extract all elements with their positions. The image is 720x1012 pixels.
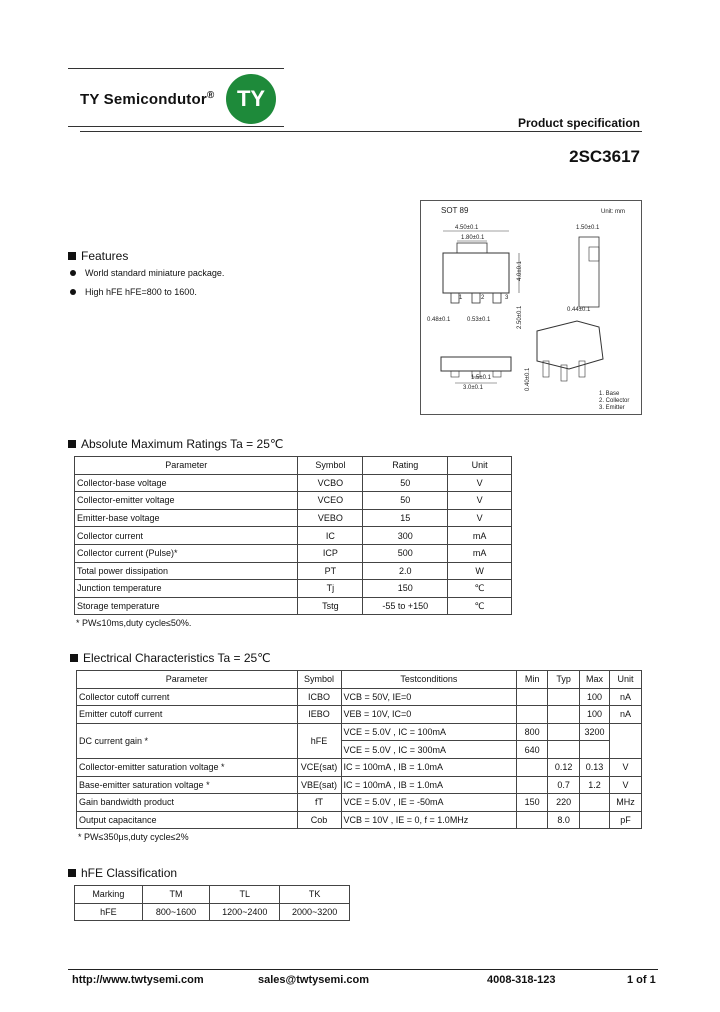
spec-rule — [80, 131, 642, 132]
typ-cell: 8.0 — [548, 811, 580, 829]
typ-cell: 0.12 — [548, 758, 580, 776]
unit-cell: nA — [610, 706, 642, 724]
col-header: Parameter — [77, 671, 298, 689]
condition-cell: VCB = 10V , IE = 0, f = 1.0MHz — [341, 811, 517, 829]
hfe-table — [74, 885, 350, 921]
row-label-cell: hFE — [75, 903, 143, 921]
dim-label: 4.50±0.1 — [455, 225, 479, 231]
range-cell: 800~1600 — [142, 903, 210, 921]
dim-label: 0.53±0.1 — [467, 317, 491, 323]
unit-cell: W — [448, 562, 512, 580]
footer-rule — [68, 969, 658, 970]
condition-cell: VCE = 5.0V , IC = 100mA — [341, 723, 517, 741]
unit-cell: ℃ — [448, 580, 512, 598]
param-cell: Collector-emitter saturation voltage * — [77, 758, 298, 776]
param-cell: Total power dissipation — [75, 562, 298, 580]
typ-cell: 0.7 — [548, 776, 580, 794]
package-name: SOT 89 — [441, 206, 469, 215]
min-cell — [517, 811, 548, 829]
param-cell: Junction temperature — [75, 580, 298, 598]
square-bullet-icon — [70, 654, 78, 662]
footer-phone: 4008-318-123 — [487, 974, 556, 986]
condition-cell: IC = 100mA , IB = 1.0mA — [341, 758, 517, 776]
dim-label: 4.0±0.1 — [517, 261, 523, 281]
features-heading — [68, 249, 128, 263]
symbol-cell: VEBO — [298, 509, 363, 527]
bullet-icon — [70, 270, 76, 276]
param-cell: Emitter-base voltage — [75, 509, 298, 527]
table-row — [77, 723, 642, 741]
table-row — [77, 811, 642, 829]
max-cell: 100 — [580, 706, 610, 724]
bullet-icon — [70, 289, 76, 295]
footer-website-link[interactable]: http://www.twtysemi.com — [72, 974, 204, 986]
square-bullet-icon — [68, 869, 76, 877]
pin-legend: 1. Base — [599, 391, 620, 397]
max-cell — [580, 794, 610, 812]
symbol-cell: IC — [298, 527, 363, 545]
unit-cell: V — [610, 776, 642, 794]
col-header: Min — [517, 671, 548, 689]
col-header: Unit — [610, 671, 642, 689]
header-top-rule — [68, 68, 284, 69]
table-header-row — [75, 457, 512, 475]
table-row — [75, 474, 512, 492]
table-row — [77, 706, 642, 724]
condition-cell: VCE = 5.0V , IC = 300mA — [341, 741, 517, 759]
rating-cell: 300 — [363, 527, 448, 545]
rating-cell: 150 — [363, 580, 448, 598]
param-cell: Output capacitance — [77, 811, 298, 829]
dim-label: 0.44±0.1 — [567, 307, 591, 313]
rating-cell: -55 to +150 — [363, 597, 448, 615]
table-row — [77, 688, 642, 706]
param-cell: Collector cutoff current — [77, 688, 298, 706]
table-row — [75, 562, 512, 580]
max-cell: 3200 — [580, 723, 610, 741]
condition-cell: VCE = 5.0V , IE = -50mA — [341, 794, 517, 812]
dim-label: 1.5±0.1 — [471, 375, 491, 381]
footer-email-link[interactable]: sales@twtysemi.com — [258, 974, 369, 986]
feature-item — [70, 287, 197, 297]
max-cell: 0.13 — [580, 758, 610, 776]
param-cell: Collector current (Pulse)* — [75, 544, 298, 562]
part-number: 2SC3617 — [569, 147, 640, 166]
symbol-cell: VCBO — [298, 474, 363, 492]
elec-heading — [70, 651, 271, 665]
company-name-text: TY Semicondutor — [80, 91, 207, 108]
header-bottom-rule — [68, 126, 284, 127]
rating-cell: 2.0 — [363, 562, 448, 580]
elec-note: * PW≤350μs,duty cycle≤2% — [78, 832, 189, 842]
unit-cell: nA — [610, 688, 642, 706]
dim-label: 1.80±0.1 — [461, 235, 485, 241]
typ-cell — [548, 706, 580, 724]
pin-label: 2 — [481, 295, 485, 301]
unit-cell: V — [610, 758, 642, 776]
square-bullet-icon — [68, 252, 76, 260]
elec-table — [76, 670, 642, 829]
col-header: Marking — [75, 886, 143, 904]
max-cell: 100 — [580, 688, 610, 706]
abs-max-table — [74, 456, 512, 615]
range-cell: 2000~3200 — [280, 903, 350, 921]
min-cell: 800 — [517, 723, 548, 741]
min-cell: 150 — [517, 794, 548, 812]
symbol-cell: VCEO — [298, 492, 363, 510]
typ-cell: 220 — [548, 794, 580, 812]
typ-cell — [548, 688, 580, 706]
pin-label: 3 — [505, 295, 509, 301]
condition-cell: IC = 100mA , IB = 1.0mA — [341, 776, 517, 794]
table-row — [75, 544, 512, 562]
company-name — [80, 90, 214, 108]
param-cell: Collector current — [75, 527, 298, 545]
typ-cell — [548, 723, 580, 741]
symbol-cell: VBE(sat) — [297, 776, 341, 794]
dim-label: 0.48±0.1 — [427, 317, 451, 323]
symbol-cell: Cob — [297, 811, 341, 829]
table-row — [77, 776, 642, 794]
min-cell: 640 — [517, 741, 548, 759]
min-cell — [517, 758, 548, 776]
symbol-cell: Tstg — [298, 597, 363, 615]
param-cell: Collector-emitter voltage — [75, 492, 298, 510]
col-header: Parameter — [75, 457, 298, 475]
feature-item — [70, 268, 224, 278]
table-header-row — [77, 671, 642, 689]
col-header: Symbol — [297, 671, 341, 689]
elec-title: Electrical Characteristics Ta = 25℃ — [83, 651, 271, 665]
table-row — [75, 903, 350, 921]
unit-cell — [610, 723, 642, 758]
typ-cell — [548, 741, 580, 759]
param-cell: Storage temperature — [75, 597, 298, 615]
package-unit: Unit: mm — [601, 209, 625, 215]
package-outline-svg — [421, 201, 641, 414]
symbol-cell: ICBO — [297, 688, 341, 706]
hfe-title: hFE Classification — [81, 866, 178, 880]
param-cell: Base-emitter saturation voltage * — [77, 776, 298, 794]
rating-cell: 500 — [363, 544, 448, 562]
dim-label: 1.50±0.1 — [576, 225, 600, 231]
pin-label: 1 — [459, 295, 463, 301]
rating-cell: 50 — [363, 474, 448, 492]
hfe-heading — [68, 866, 177, 880]
col-header: Typ — [548, 671, 580, 689]
min-cell — [517, 706, 548, 724]
condition-cell: VCB = 50V, IE=0 — [341, 688, 517, 706]
condition-cell: VEB = 10V, IC=0 — [341, 706, 517, 724]
symbol-cell: fT — [297, 794, 341, 812]
max-cell: 1.2 — [580, 776, 610, 794]
col-header: TL — [210, 886, 280, 904]
max-cell — [580, 811, 610, 829]
col-header: Symbol — [298, 457, 363, 475]
unit-cell: V — [448, 474, 512, 492]
table-row — [75, 527, 512, 545]
symbol-cell: ICP — [298, 544, 363, 562]
abs-max-note: * PW≤10ms,duty cycle≤50%. — [76, 618, 192, 628]
table-row — [75, 492, 512, 510]
table-row — [77, 794, 642, 812]
unit-cell: MHz — [610, 794, 642, 812]
table-row — [75, 597, 512, 615]
registered-mark: ® — [206, 90, 215, 101]
table-row — [75, 580, 512, 598]
dim-label: 2.50±0.1 — [517, 305, 523, 329]
pin-legend: 3. Emitter — [599, 405, 625, 411]
symbol-cell: IEBO — [297, 706, 341, 724]
unit-cell: mA — [448, 544, 512, 562]
range-cell: 1200~2400 — [210, 903, 280, 921]
param-cell: Emitter cutoff current — [77, 706, 298, 724]
company-logo: TY — [226, 74, 276, 124]
unit-cell: ℃ — [448, 597, 512, 615]
col-header: TK — [280, 886, 350, 904]
feature-text: High hFE hFE=800 to 1600. — [85, 287, 197, 297]
param-cell: Gain bandwidth product — [77, 794, 298, 812]
table-row — [75, 509, 512, 527]
col-header: Max — [580, 671, 610, 689]
min-cell — [517, 688, 548, 706]
col-header: Unit — [448, 457, 512, 475]
abs-max-heading — [68, 437, 283, 451]
param-cell: DC current gain * — [77, 723, 298, 758]
unit-cell: pF — [610, 811, 642, 829]
rating-cell: 50 — [363, 492, 448, 510]
unit-cell: V — [448, 509, 512, 527]
unit-cell: mA — [448, 527, 512, 545]
dim-label: 0.40±0.1 — [525, 367, 531, 391]
symbol-cell: PT — [298, 562, 363, 580]
square-bullet-icon — [68, 440, 76, 448]
abs-max-title: Absolute Maximum Ratings Ta = 25℃ — [81, 437, 284, 451]
pin-legend: 2. Collector — [599, 398, 630, 404]
symbol-cell: hFE — [297, 723, 341, 758]
feature-text: World standard miniature package. — [85, 268, 225, 278]
product-spec-label: Product specification — [517, 116, 640, 130]
rating-cell: 15 — [363, 509, 448, 527]
param-cell: Collector-base voltage — [75, 474, 298, 492]
col-header: Rating — [363, 457, 448, 475]
footer-page-number: 1 of 1 — [627, 974, 656, 986]
features-title: Features — [81, 249, 129, 263]
table-row — [77, 758, 642, 776]
col-header: TM — [142, 886, 210, 904]
package-drawing — [420, 200, 642, 415]
table-header-row — [75, 886, 350, 904]
col-header: Testconditions — [341, 671, 517, 689]
symbol-cell: VCE(sat) — [297, 758, 341, 776]
unit-cell: V — [448, 492, 512, 510]
symbol-cell: Tj — [298, 580, 363, 598]
dim-label: 3.0±0.1 — [463, 385, 483, 391]
max-cell — [580, 741, 610, 759]
min-cell — [517, 776, 548, 794]
